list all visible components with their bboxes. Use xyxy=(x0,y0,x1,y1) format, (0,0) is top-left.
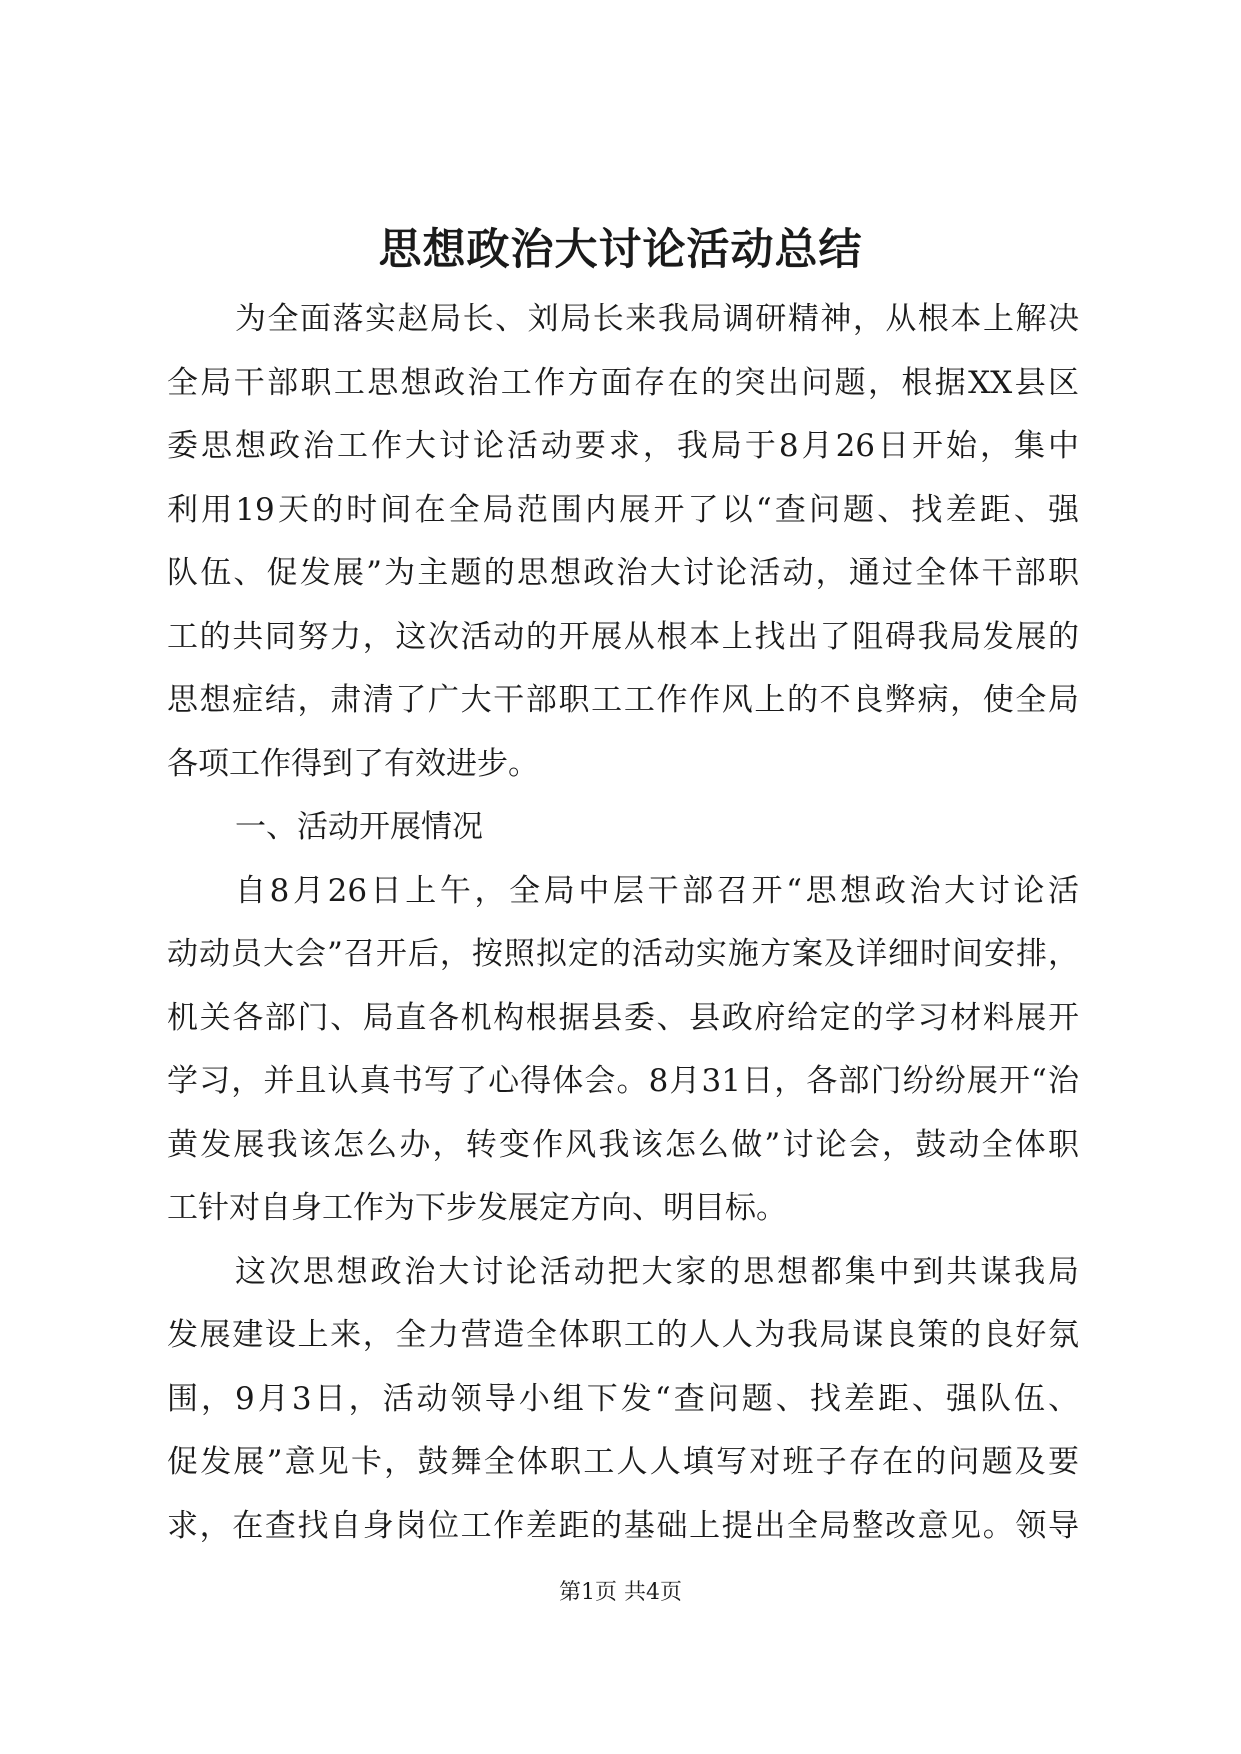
document-title: 思想政治大讨论活动总结 xyxy=(378,225,863,275)
text-line-17: 发展建设上来，全力营造全体职工的人人为我局谋良策的良好氛 xyxy=(167,1317,1079,1353)
document-body xyxy=(167,288,1079,1558)
text-line-19: 促发展”意见卡，鼓舞全体职工人人填写对班子存在的问题及要 xyxy=(167,1444,1079,1480)
text-line-7: 思想症结，肃清了广大干部职工工作作风上的不良弊病，使全局 xyxy=(167,682,1079,718)
text-line-5: 队伍、促发展”为主题的思想政治大讨论活动，通过全体干部职 xyxy=(167,555,1079,591)
text-line-11: 动动员大会”召开后，按照拟定的活动实施方案及详细时间安排， xyxy=(167,936,1079,972)
text-line-8: 各项工作得到了有效进步。 xyxy=(167,745,539,782)
text-line-1: 为全面落实赵局长、刘局长来我局调研精神，从根本上解决 xyxy=(235,301,1079,337)
section-heading: 一、活动开展情况 xyxy=(235,809,483,845)
text-line-12: 机关各部门、局直各机构根据县委、县政府给定的学习材料展开 xyxy=(167,999,1079,1036)
page-footer: 第1页 共4页 xyxy=(559,1580,682,1605)
text-line-16: 这次思想政治大讨论活动把大家的思想都集中到共谋我局 xyxy=(235,1253,1079,1290)
text-line-3: 委思想政治工作大讨论活动要求，我局于8月26日开始，集中 xyxy=(167,428,1079,464)
text-line-13: 学习，并且认真书写了心得体会。8月31日，各部门纷纷展开“治 xyxy=(167,1063,1079,1099)
text-line-2: 全局干部职工思想政治工作方面存在的突出问题，根据XX县区 xyxy=(167,364,1079,401)
text-line-14: 黄发展我该怎么办，转变作风我该怎么做”讨论会，鼓动全体职 xyxy=(167,1126,1079,1163)
text-line-4: 利用19天的时间在全局范围内展开了以“查问题、找差距、强 xyxy=(167,491,1079,528)
text-line-20: 求，在查找自身岗位工作差距的基础上提出全局整改意见。领导 xyxy=(167,1507,1079,1544)
text-line-18: 围，9月3日，活动领导小组下发“查问题、找差距、强队伍、 xyxy=(167,1380,1079,1417)
text-line-6: 工的共同努力，这次活动的开展从根本上找出了阻碍我局发展的 xyxy=(167,618,1079,655)
text-line-15: 工针对自身工作为下步发展定方向、明目标。 xyxy=(167,1190,787,1226)
text-line-10: 自8月26日上午，全局中层干部召开“思想政治大讨论活 xyxy=(235,872,1079,909)
